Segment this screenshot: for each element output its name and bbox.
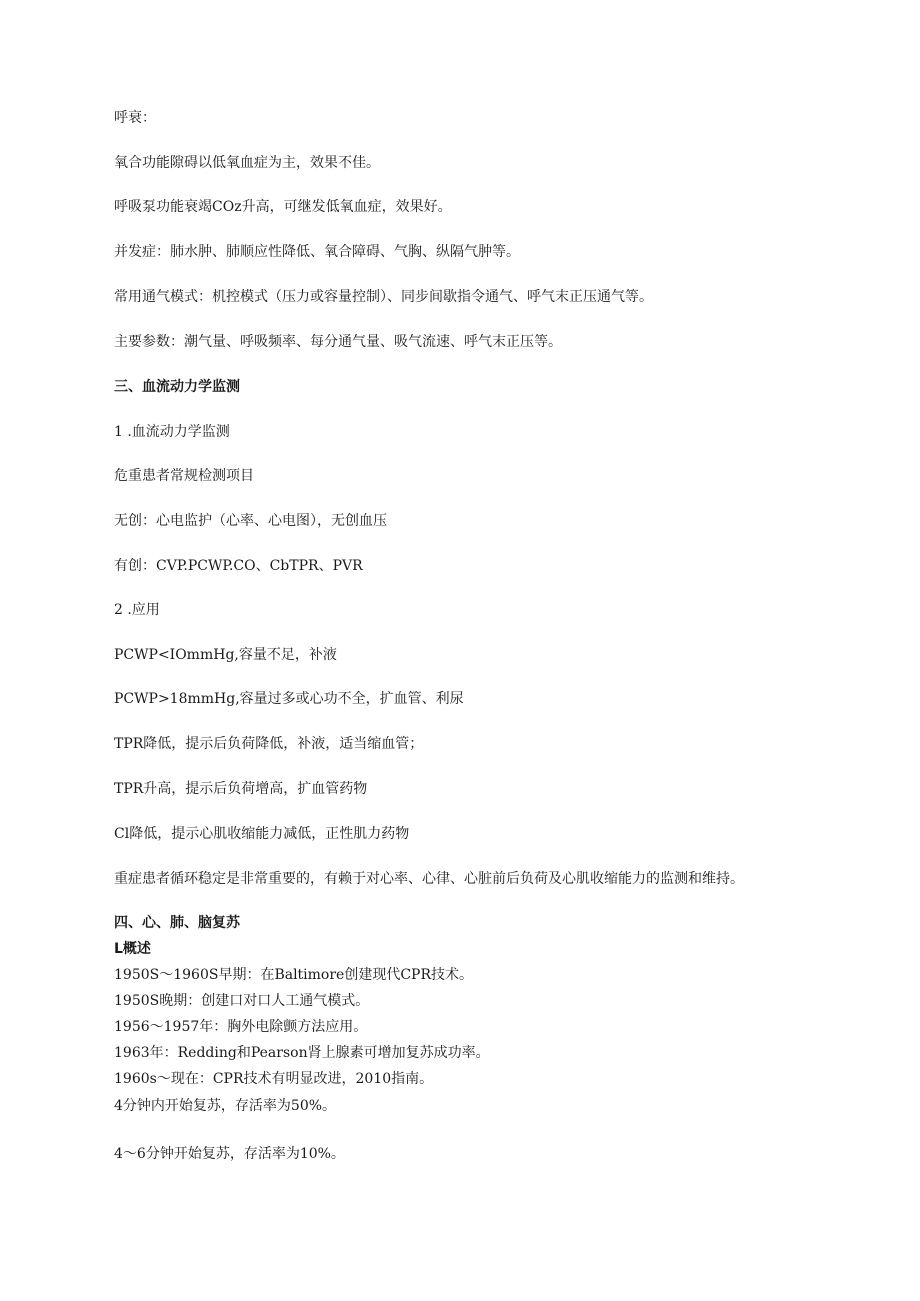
complications-text: 并发症：肺水肿、肺顺应性降低、氧合障碍、气胸、纵隔气肿等。 — [114, 244, 520, 260]
tpr-low-text: TPR降低，提示后负荷降低，补液，适当缩血管； — [114, 736, 424, 752]
section-3-item-1: 1 .血流动力学监测 — [114, 424, 230, 440]
history-item-5: 1960s～现在：CPR技术有明显改进，2010指南。 — [114, 1071, 434, 1087]
oxygenation-failure-text: 氧合功能隙碍以低氧血症为主，效果不佳。 — [114, 155, 380, 171]
noninvasive-text: 无创：心电监护（心率、心电图），无创血压 — [114, 513, 387, 529]
ci-low-text: Cl降低，提示心肌收缩能力减低，正性肌力药物 — [114, 826, 410, 842]
respiratory-failure-label: 呼衰： — [114, 110, 156, 126]
pcwp-high-text: PCWP>18mmHg,容量过多或心功不全，扩血管、利尿 — [114, 691, 464, 707]
history-item-1: 1950S～1960S早期：在Baltimore创建现代CPR技术。 — [114, 967, 474, 983]
routine-items-text: 危重患者常规检测项目 — [114, 468, 254, 484]
pump-failure-text: 呼吸泵功能衰竭COz升高，可继发低氧血症，效果好。 — [114, 199, 452, 215]
tpr-high-text: TPR升高，提示后负荷增高，扩血管药物 — [114, 781, 368, 797]
summary-text: 重症患者循环稳定是非常重要的，有赖于对心率、心律、心脏前后负荷及心肌收缩能力的监测和维持。 — [114, 871, 744, 887]
survival-4-6min-text: 4～6分钟开始复苏，存活率为10%。 — [114, 1146, 345, 1162]
main-parameters-text: 主要参数：潮气量、呼吸频率、每分通气量、吸气流速、呼气末正压等。 — [114, 334, 562, 350]
history-item-3: 1956～1957年：胸外电除颤方法应用。 — [114, 1019, 368, 1035]
section-4-subheading: L概述 — [114, 941, 151, 957]
history-item-2: 1950S晚期：创建口对口人工通气模式。 — [114, 993, 370, 1009]
section-4-heading: 四、心、肺、脑复苏 — [114, 915, 240, 931]
pcwp-low-text: PCWP<IOmmHg,容量不足，补液 — [114, 647, 337, 663]
section-3-heading: 三、血流动力学监测 — [114, 379, 240, 395]
ventilation-modes-text: 常用通气模式：机控模式（压力或容量控制）、同步间歇指令通气、呼气末正压通气等。 — [114, 289, 653, 305]
history-item-4: 1963年：Redding和Pearson肾上腺素可增加复苏成功率。 — [114, 1045, 490, 1061]
invasive-text: 有创：CVP.PCWP.CO、CbTPR、PVR — [114, 558, 363, 574]
survival-4min-text: 4分钟内开始复苏，存活率为50%。 — [114, 1098, 337, 1114]
section-3-item-2: 2 .应用 — [114, 602, 160, 618]
